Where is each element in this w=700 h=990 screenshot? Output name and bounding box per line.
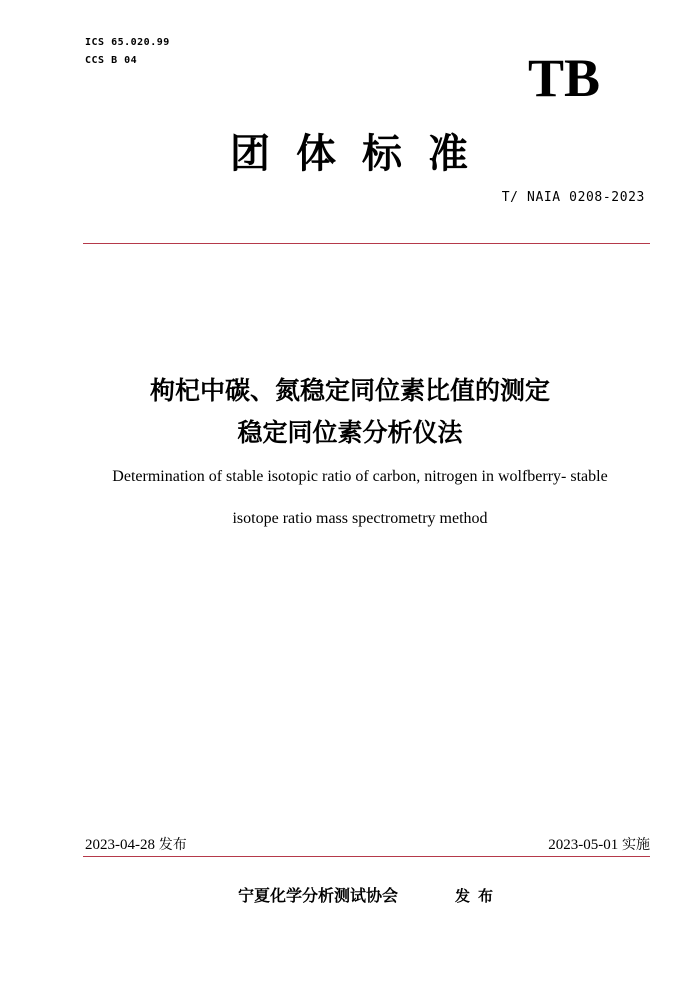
title-en-line2: isotope ratio mass spectrometry method <box>232 510 488 527</box>
title-cn-line2: 稳定同位素分析仪法 <box>237 418 463 447</box>
issue-label: 发布 <box>158 837 187 853</box>
publisher-name: 宁夏化学分析测试协会 <box>238 886 399 905</box>
top-divider <box>83 243 650 244</box>
effective-date: 2023-05-01 <box>548 837 619 853</box>
standard-type-heading: 团体标准 <box>230 131 494 177</box>
title-en-line1: Determination of stable isotopic ratio of carbon, nitrogen in wolfberry- stable <box>112 468 608 485</box>
tb-logo: TB <box>527 48 601 108</box>
effective-date-block <box>548 836 650 854</box>
title-cn-line1: 枸杞中碳、氮稳定同位素比值的测定 <box>149 376 550 405</box>
publish-label: 发布 <box>455 887 502 905</box>
standard-number: T/ NAIA 0208-2023 <box>501 190 645 205</box>
ccs-code: CCS B 04 <box>85 55 138 66</box>
effective-label: 实施 <box>622 837 650 853</box>
issue-date: 2023-04-28 <box>85 837 155 853</box>
bottom-divider <box>83 856 650 857</box>
issue-date-block <box>85 836 187 854</box>
ics-code: ICS 65.020.99 <box>85 37 170 48</box>
